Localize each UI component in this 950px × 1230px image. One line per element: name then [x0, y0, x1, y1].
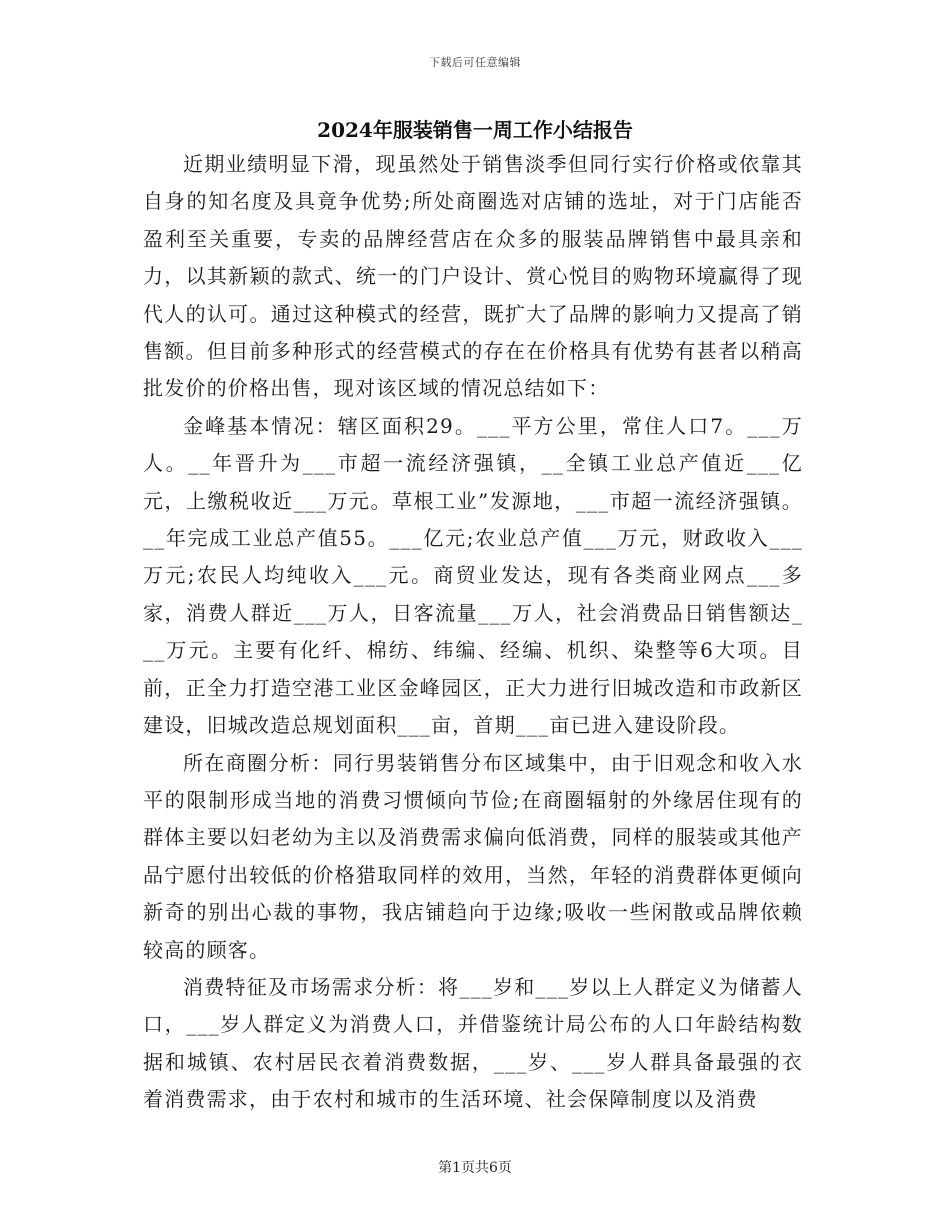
page-number: 第1页共6页 — [438, 1160, 512, 1176]
document-title: 2024年服装销售一周工作小结报告 — [317, 118, 633, 142]
paragraph-intro: 近期业绩明显下滑，现虽然处于销售淡季但同行实行价格或依靠其自身的知名度及具竟争优势;所处商圈选对店铺的选址，对于门店能否盈利至关重要，专卖的品牌经营店在众多的服装品牌销售中最具亲和力，以其新颖的款式、统一的门户设计、赏心悦目的购物环境赢得了现代人的认可。通过这种模式的经营，既扩大了品牌的影响力又提高了销售额。但目前多种形式的经营模式的存在在价格具有优势有甚者以稍高批发价的价格出售，现对该区域的情况总结如下： — [143, 152, 803, 401]
document-body — [143, 146, 803, 1119]
paragraph-consumer-analysis: 消费特征及市场需求分析：将___岁和___岁以上人群定义为储蓄人口，___岁人群定义为消费人口，并借鉴统计局公布的人口年龄结构数据和城镇、农村居民衣着消费数据，___岁、___岁人群具备最强的衣着消费需求，由于农村和城市的生活环境、社会保障制度以及消费 — [143, 974, 803, 1112]
paragraph-jinfeng-overview: 金峰基本情况：辖区面积29。___平方公里，常住人口7。___万人。__年晋升为___市超一流经济强镇，__全镇工业总产值近___亿元，上缴税收近___万元。草根工业”发源地，___市超一流经济强镇。__年完成工业总产值55。___亿元;农业总产值___万元，财政收入___万元;农民人均纯收入___元。商贸业发达，现有各类商业网点___多家，消费人群近___万人，日客流量___万人，社会消费品日销售额达___万元。主要有化纤、棉纺、纬编、经编、机织、染整等6大项。目前，正全力打造空港工业区金峰园区，正大力进行旧城改造和市政新区建设，旧城改造总规划面积___亩，首期___亩已进入建设阶段。 — [143, 413, 803, 738]
paragraph-trade-area-analysis: 所在商圈分析：同行男装销售分布区域集中，由于旧观念和收入水平的限制形成当地的消费习惯倾向节俭;在商圈辐射的外缘居住现有的群体主要以妇老幼为主以及消费需求偏向低消费，同样的服装或其他产品宁愿付出较低的价格猎取同样的效用，当然，年轻的消费群体更倾向新奇的别出心裁的事物，我店铺趋向于边缘;吸收一些闲散或品牌依赖较高的顾客。 — [143, 750, 803, 962]
header-note: 下载后可任意编辑 — [429, 56, 521, 69]
